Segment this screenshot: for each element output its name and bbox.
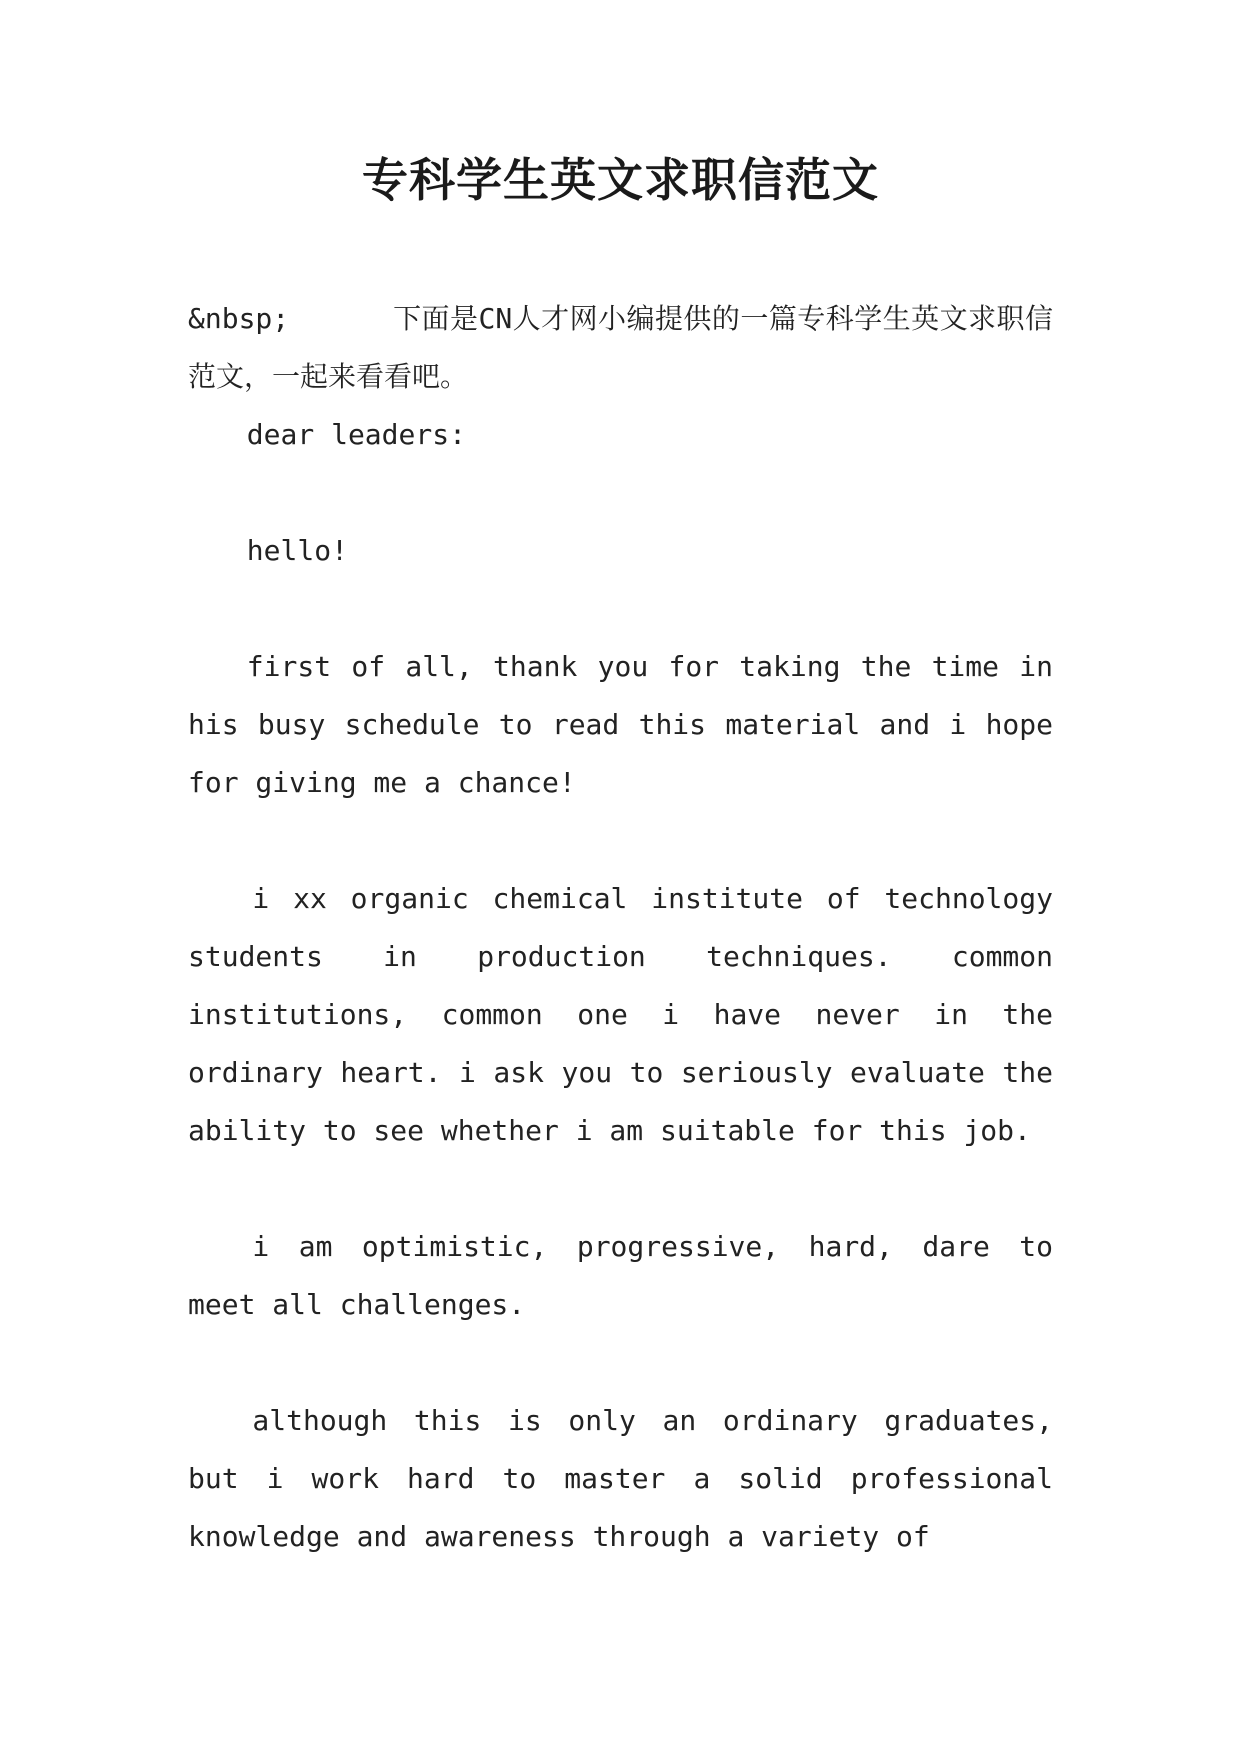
greeting: hello! <box>246 534 348 567</box>
paragraph-personality: i am optimistic, progressive, hard, dare to meet all challenges. <box>188 1230 1070 1321</box>
intro-paragraph: &nbsp; 下面是CN人才网小编提供的一篇专科学生英文求职信范文，一起来看看吧。 <box>188 302 1053 393</box>
blank-line <box>188 464 1053 522</box>
salutation: dear leaders: <box>246 418 466 451</box>
blank-line <box>188 580 1053 638</box>
paragraph-thanks: first of all, thank you for taking the time in his busy schedule to read this material and i hope for giving me a chance! <box>188 650 1070 799</box>
paragraph-background: i xx organic chemical institute of technology students in production techniques. common institutions, common one i have never in the ordinary heart. i ask you to seriously evaluate the ability to see whether i am suitable for this job. <box>188 882 1070 1147</box>
document-body <box>188 290 1070 1566</box>
blank-line <box>188 1160 1053 1218</box>
blank-line <box>188 1334 1053 1392</box>
document-title: 专科学生英文求职信范文 <box>362 153 879 207</box>
paragraph-skills: although this is only an ordinary graduates, but i work hard to master a solid professional knowledge and awareness through a variety of <box>188 1404 1070 1553</box>
blank-line <box>188 812 1053 870</box>
